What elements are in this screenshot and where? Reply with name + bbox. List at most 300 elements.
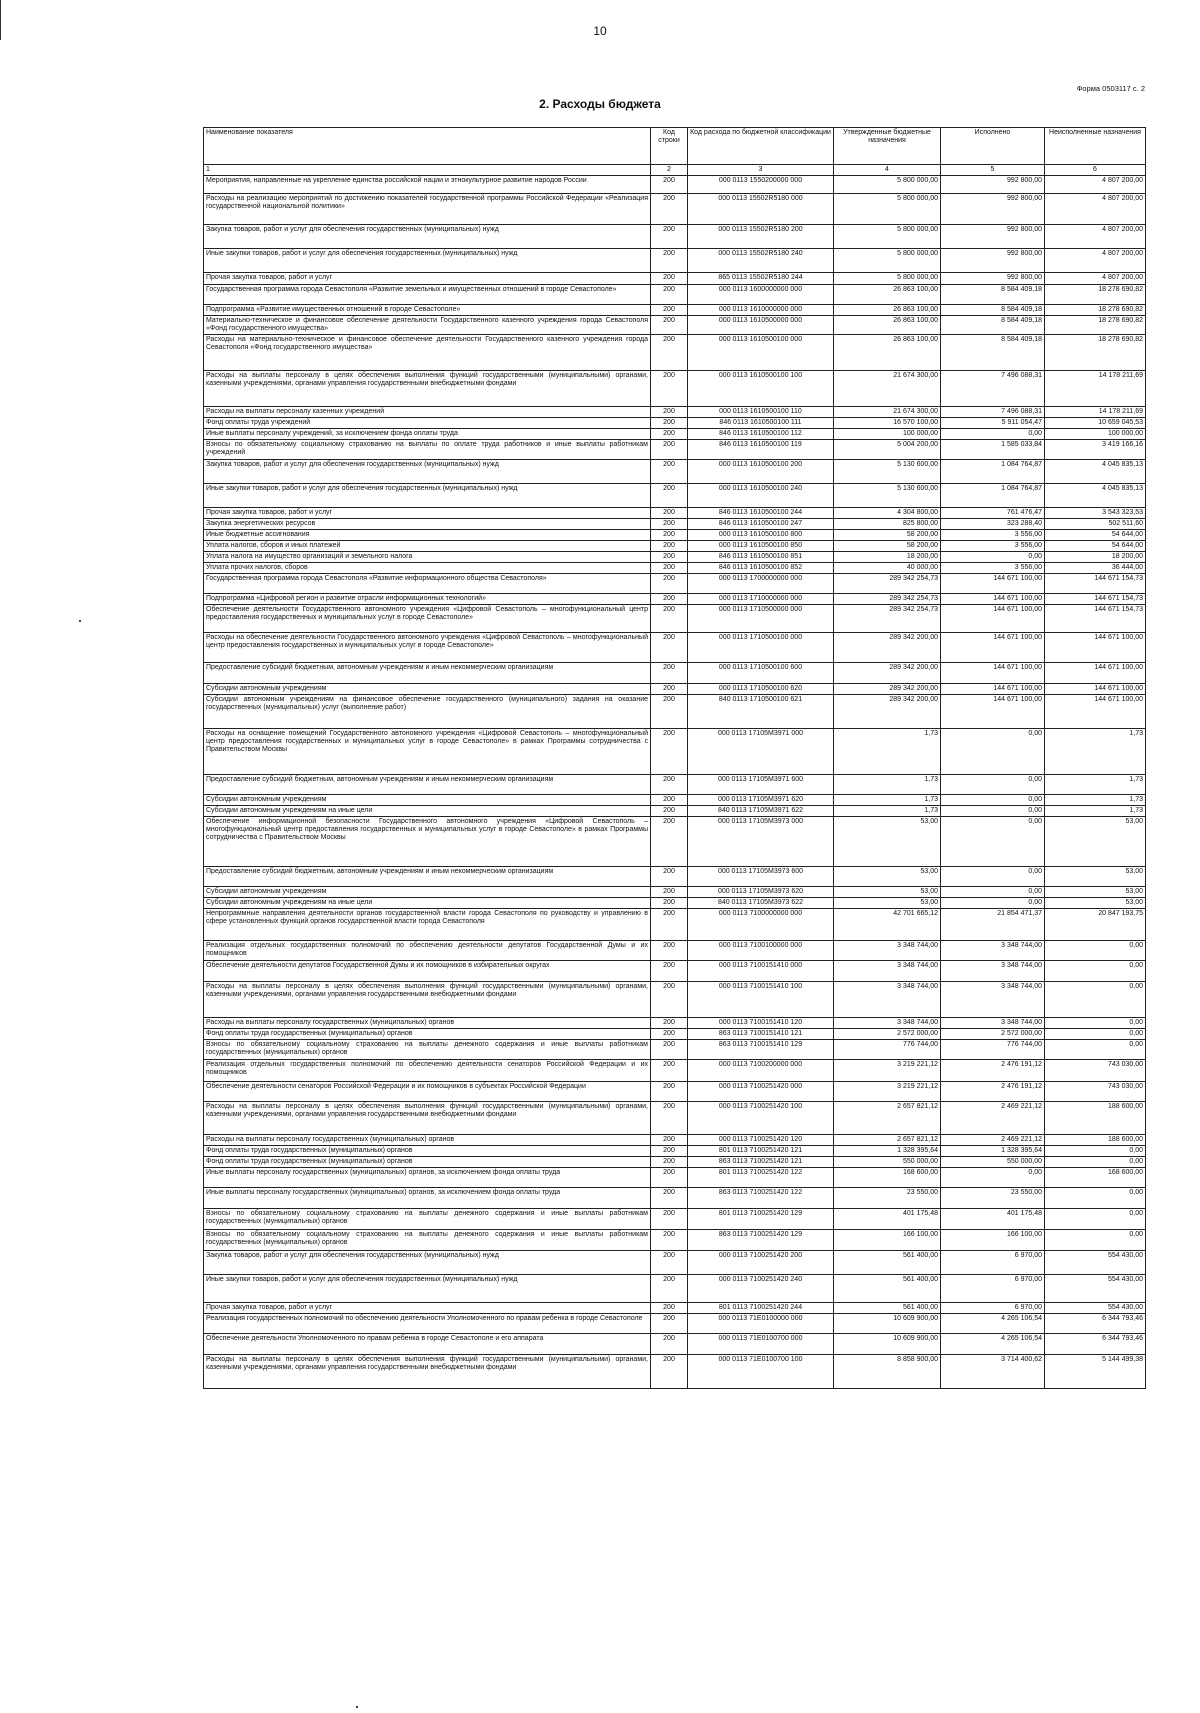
row-code: 200 <box>651 1355 688 1389</box>
header-classification: Код расхода по бюджетной классификации <box>688 128 834 165</box>
row-executed: 3 348 744,00 <box>941 941 1045 961</box>
row-classification: 846 0113 1610500100 112 <box>688 429 834 440</box>
table-row <box>204 552 1146 563</box>
row-unexecuted: 53,00 <box>1045 898 1146 909</box>
row-unexecuted: 144 671 100,00 <box>1045 663 1146 684</box>
row-approved: 1,73 <box>834 806 941 817</box>
row-executed: 144 671 100,00 <box>941 605 1045 633</box>
row-code: 200 <box>651 440 688 460</box>
table-row <box>204 1102 1146 1135</box>
row-approved: 1,73 <box>834 775 941 795</box>
row-unexecuted: 18 278 690,82 <box>1045 305 1146 316</box>
row-code: 200 <box>651 817 688 867</box>
table-row <box>204 1303 1146 1314</box>
row-approved: 289 342 200,00 <box>834 633 941 663</box>
row-approved: 8 858 900,00 <box>834 1355 941 1389</box>
row-unexecuted: 53,00 <box>1045 867 1146 887</box>
row-classification: 863 0113 7100151410 129 <box>688 1040 834 1060</box>
table-row <box>204 249 1146 273</box>
row-approved: 401 175,48 <box>834 1209 941 1230</box>
row-name: Реализация государственных полномочий по обеспечению деятельности Уполномоченного по правам ребенка в городе Севастополе <box>204 1314 651 1334</box>
row-approved: 289 342 254,73 <box>834 574 941 594</box>
row-name: Прочая закупка товаров, работ и услуг <box>204 1303 651 1314</box>
row-classification: 000 0113 1710500100 620 <box>688 684 834 695</box>
row-name: Закупка энергетических ресурсов <box>204 519 651 530</box>
row-name: Взносы по обязательному социальному страхованию на выплаты денежного содержания и иные выплаты работникам государственных (муниципальных) органов <box>204 1040 651 1060</box>
row-code: 200 <box>651 867 688 887</box>
row-executed: 0,00 <box>941 806 1045 817</box>
row-classification: 863 0113 7100251420 129 <box>688 1230 834 1251</box>
table-row <box>204 335 1146 371</box>
row-name: Материально-техническое и финансовое обеспечение деятельности Государственного казенного учреждения города Севастополя «Фонд государственного имущества» <box>204 316 651 335</box>
row-name: Уплата прочих налогов, сборов <box>204 563 651 574</box>
row-classification: 000 0113 7100100000 000 <box>688 941 834 961</box>
row-code: 200 <box>651 484 688 508</box>
row-name: Мероприятия, направленные на укрепление единства российской нации и этнокультурное развитие народов России <box>204 176 651 194</box>
row-approved: 18 200,00 <box>834 552 941 563</box>
row-name: Иные закупки товаров, работ и услуг для обеспечения государственных (муниципальных) нужд <box>204 249 651 273</box>
table-row <box>204 1168 1146 1188</box>
row-executed: 992 800,00 <box>941 273 1045 285</box>
table-row <box>204 909 1146 941</box>
row-name: Субсидии автономным учреждениям на иные цели <box>204 806 651 817</box>
table-row <box>204 1188 1146 1209</box>
row-name: Фонд оплаты труда государственных (муниципальных) органов <box>204 1029 651 1040</box>
row-executed: 2 572 000,00 <box>941 1029 1045 1040</box>
row-name: Предоставление субсидий бюджетным, автономным учреждениям и иным некоммерческим организациям <box>204 775 651 795</box>
column-number: 3 <box>688 165 834 176</box>
row-code: 200 <box>651 1334 688 1355</box>
section-title: 2. Расходы бюджета <box>539 97 661 111</box>
table-row <box>204 1251 1146 1275</box>
row-classification: 000 0113 71Е0100700 000 <box>688 1334 834 1355</box>
row-name: Расходы на обеспечение деятельности Государственного автономного учреждения «Цифровой Севастополь – многофункциональный центр предоставления государственных и муниципальных услуг в городе Севастополе» <box>204 633 651 663</box>
row-code: 200 <box>651 1188 688 1209</box>
row-approved: 289 342 200,00 <box>834 663 941 684</box>
row-code: 200 <box>651 176 688 194</box>
row-classification: 000 0113 17105М3971 600 <box>688 775 834 795</box>
row-classification: 000 0113 1610500100 850 <box>688 541 834 552</box>
row-approved: 166 100,00 <box>834 1230 941 1251</box>
row-name: Расходы на выплаты персоналу в целях обеспечения выполнения функций государственными (муниципальными) органами, казенными учреждениями, органами управления государственными внебюджетными фондами <box>204 982 651 1018</box>
row-code: 200 <box>651 1135 688 1146</box>
column-number: 5 <box>941 165 1045 176</box>
row-code: 200 <box>651 1303 688 1314</box>
row-approved: 561 400,00 <box>834 1303 941 1314</box>
row-unexecuted: 0,00 <box>1045 941 1146 961</box>
row-code: 200 <box>651 194 688 225</box>
row-name: Взносы по обязательному социальному страхованию на выплаты денежного содержания и иные выплаты работникам государственных (муниципальных) органов <box>204 1230 651 1251</box>
row-name: Государственная программа города Севастополя «Развитие земельных и имущественных отношений в городе Севастополе» <box>204 285 651 305</box>
row-executed: 1 084 764,87 <box>941 460 1045 484</box>
row-code: 200 <box>651 552 688 563</box>
column-number: 6 <box>1045 165 1146 176</box>
table-row <box>204 806 1146 817</box>
row-approved: 5 800 000,00 <box>834 273 941 285</box>
row-executed: 6 970,00 <box>941 1251 1045 1275</box>
row-executed: 8 584 409,18 <box>941 305 1045 316</box>
row-executed: 4 265 106,54 <box>941 1334 1045 1355</box>
row-classification: 000 0113 15502R5180 200 <box>688 225 834 249</box>
header-approved: Утвержденные бюджетные назначения <box>834 128 941 165</box>
row-code: 200 <box>651 418 688 429</box>
row-unexecuted: 4 807 200,00 <box>1045 194 1146 225</box>
row-approved: 1,73 <box>834 795 941 806</box>
row-unexecuted: 53,00 <box>1045 817 1146 867</box>
row-code: 200 <box>651 429 688 440</box>
row-executed: 3 348 744,00 <box>941 982 1045 1018</box>
row-code: 200 <box>651 775 688 795</box>
row-unexecuted: 14 178 211,69 <box>1045 407 1146 418</box>
row-code: 200 <box>651 961 688 982</box>
row-code: 200 <box>651 663 688 684</box>
row-executed: 992 800,00 <box>941 194 1045 225</box>
row-executed: 144 671 100,00 <box>941 663 1045 684</box>
row-classification: 840 0113 17105М3971 622 <box>688 806 834 817</box>
row-classification: 000 0113 7100151410 120 <box>688 1018 834 1029</box>
row-code: 200 <box>651 1251 688 1275</box>
row-unexecuted: 54 644,00 <box>1045 530 1146 541</box>
row-executed: 144 671 100,00 <box>941 574 1045 594</box>
table-row <box>204 1355 1146 1389</box>
row-executed: 23 550,00 <box>941 1188 1045 1209</box>
row-unexecuted: 6 344 793,46 <box>1045 1334 1146 1355</box>
row-executed: 8 584 409,18 <box>941 285 1045 305</box>
row-code: 200 <box>651 1102 688 1135</box>
row-name: Расходы на выплаты персоналу казенных учреждений <box>204 407 651 418</box>
row-name: Субсидии автономным учреждениям на финансовое обеспечение государственного (муниципального) задания на оказание государственных (муниципальных) услуг (выполнение работ) <box>204 695 651 729</box>
row-code: 200 <box>651 594 688 605</box>
row-code: 200 <box>651 1275 688 1303</box>
row-unexecuted: 53,00 <box>1045 887 1146 898</box>
row-classification: 000 0113 17105М3973 600 <box>688 867 834 887</box>
row-classification: 000 0113 17105М3973 620 <box>688 887 834 898</box>
row-classification: 000 0113 15502R5180 000 <box>688 194 834 225</box>
row-approved: 5 800 000,00 <box>834 225 941 249</box>
row-approved: 3 219 221,12 <box>834 1082 941 1102</box>
row-classification: 000 0113 1700000000 000 <box>688 574 834 594</box>
row-code: 200 <box>651 305 688 316</box>
table-row <box>204 1146 1146 1157</box>
column-number-row <box>204 165 1146 176</box>
row-unexecuted: 144 671 100,00 <box>1045 695 1146 729</box>
row-name: Иные бюджетные ассигнования <box>204 530 651 541</box>
row-executed: 7 496 088,31 <box>941 407 1045 418</box>
row-name: Расходы на выплаты персоналу государственных (муниципальных) органов <box>204 1018 651 1029</box>
table-row <box>204 1018 1146 1029</box>
page-number: 10 <box>593 24 607 38</box>
row-approved: 776 744,00 <box>834 1040 941 1060</box>
table-row <box>204 176 1146 194</box>
expenses-table <box>203 127 1146 1389</box>
row-unexecuted: 144 671 100,00 <box>1045 633 1146 663</box>
row-code: 200 <box>651 541 688 552</box>
table-row <box>204 1029 1146 1040</box>
row-approved: 825 800,00 <box>834 519 941 530</box>
row-code: 200 <box>651 909 688 941</box>
row-classification: 000 0113 7100151410 000 <box>688 961 834 982</box>
row-unexecuted: 5 144 499,38 <box>1045 1355 1146 1389</box>
row-executed: 144 671 100,00 <box>941 695 1045 729</box>
row-code: 200 <box>651 407 688 418</box>
row-approved: 10 609 900,00 <box>834 1314 941 1334</box>
row-name: Взносы по обязательному социальному страхованию на выплаты по оплате труда работников и иные выплаты работникам учреждений <box>204 440 651 460</box>
table-row <box>204 563 1146 574</box>
row-code: 200 <box>651 1040 688 1060</box>
table-row <box>204 519 1146 530</box>
row-executed: 992 800,00 <box>941 225 1045 249</box>
row-executed: 0,00 <box>941 729 1045 775</box>
row-classification: 000 0113 15502R5180 240 <box>688 249 834 273</box>
row-classification: 000 0113 7100251420 200 <box>688 1251 834 1275</box>
row-unexecuted: 0,00 <box>1045 961 1146 982</box>
row-classification: 846 0113 1610500100 247 <box>688 519 834 530</box>
row-executed: 144 671 100,00 <box>941 684 1045 695</box>
row-approved: 21 674 300,00 <box>834 407 941 418</box>
row-code: 200 <box>651 249 688 273</box>
row-name: Предоставление субсидий бюджетным, автономным учреждениям и иным некоммерческим организациям <box>204 867 651 887</box>
row-name: Субсидии автономным учреждениям <box>204 684 651 695</box>
row-approved: 58 200,00 <box>834 541 941 552</box>
form-label: Форма 0503117 с. 2 <box>1076 84 1145 93</box>
row-name: Обеспечение деятельности депутатов Государственной Думы и их помощников в избирательных округах <box>204 961 651 982</box>
row-executed: 0,00 <box>941 795 1045 806</box>
row-approved: 289 342 200,00 <box>834 695 941 729</box>
row-unexecuted: 1,73 <box>1045 729 1146 775</box>
row-unexecuted: 1,73 <box>1045 806 1146 817</box>
table-row <box>204 316 1146 335</box>
row-approved: 5 800 000,00 <box>834 249 941 273</box>
row-name: Расходы на выплаты персоналу в целях обеспечения выполнения функций государственными (муниципальными) органами, казенными учреждениями, органами управления государственными внебюджетными фондами <box>204 1102 651 1135</box>
row-executed: 0,00 <box>941 887 1045 898</box>
row-code: 200 <box>651 795 688 806</box>
row-approved: 2 657 821,12 <box>834 1102 941 1135</box>
table-row <box>204 1275 1146 1303</box>
row-unexecuted: 144 671 154,73 <box>1045 594 1146 605</box>
row-executed: 992 800,00 <box>941 249 1045 273</box>
row-name: Подпрограмма «Цифровой регион и развитие отрасли информационных технологий» <box>204 594 651 605</box>
row-executed: 144 671 100,00 <box>941 594 1045 605</box>
row-executed: 3 348 744,00 <box>941 1018 1045 1029</box>
table-row <box>204 1135 1146 1146</box>
row-code: 200 <box>651 1209 688 1230</box>
row-code: 200 <box>651 1168 688 1188</box>
row-executed: 776 744,00 <box>941 1040 1045 1060</box>
row-unexecuted: 1,73 <box>1045 795 1146 806</box>
row-executed: 7 496 088,31 <box>941 371 1045 407</box>
row-classification: 000 0113 17105М3973 000 <box>688 817 834 867</box>
row-name: Обеспечение деятельности Государственного автономного учреждения «Цифровой Севастополь – многофункциональный центр предоставления государственных и муниципальных услуг в городе Севастополе» <box>204 605 651 633</box>
row-classification: 846 0113 1610500100 119 <box>688 440 834 460</box>
table-row <box>204 898 1146 909</box>
table-row <box>204 1040 1146 1060</box>
row-executed: 0,00 <box>941 429 1045 440</box>
row-unexecuted: 1,73 <box>1045 775 1146 795</box>
row-name: Иные закупки товаров, работ и услуг для обеспечения государственных (муниципальных) нужд <box>204 1275 651 1303</box>
row-name: Расходы на выплаты персоналу в целях обеспечения выполнения функций государственными (муниципальными) органами, казенными учреждениями, органами управления государственными внебюджетными фондами <box>204 371 651 407</box>
row-unexecuted: 10 659 045,53 <box>1045 418 1146 429</box>
row-code: 200 <box>651 1146 688 1157</box>
row-unexecuted: 0,00 <box>1045 1029 1146 1040</box>
row-classification: 000 0113 7100200000 000 <box>688 1060 834 1082</box>
table-row <box>204 1230 1146 1251</box>
row-approved: 4 304 800,00 <box>834 508 941 519</box>
row-executed: 166 100,00 <box>941 1230 1045 1251</box>
row-code: 200 <box>651 1029 688 1040</box>
row-executed: 0,00 <box>941 775 1045 795</box>
scan-speck <box>79 620 81 622</box>
row-classification: 000 0113 17105М3971 620 <box>688 795 834 806</box>
row-name: Иные выплаты персоналу государственных (муниципальных) органов, за исключением фонда оплаты труда <box>204 1168 651 1188</box>
table-row <box>204 867 1146 887</box>
row-classification: 000 0113 17105М3971 000 <box>688 729 834 775</box>
row-name: Закупка товаров, работ и услуг для обеспечения государственных (муниципальных) нужд <box>204 225 651 249</box>
table-row <box>204 982 1146 1018</box>
header-unexecuted: Неисполненные назначения <box>1045 128 1146 165</box>
row-approved: 3 348 744,00 <box>834 1018 941 1029</box>
row-approved: 16 570 100,00 <box>834 418 941 429</box>
row-name: Субсидии автономным учреждениям <box>204 887 651 898</box>
table-row <box>204 1157 1146 1168</box>
row-code: 200 <box>651 1157 688 1168</box>
table-row <box>204 508 1146 519</box>
row-classification: 000 0113 1610000000 000 <box>688 305 834 316</box>
row-approved: 3 348 744,00 <box>834 982 941 1018</box>
row-approved: 40 000,00 <box>834 563 941 574</box>
row-approved: 26 863 100,00 <box>834 316 941 335</box>
table-row <box>204 594 1146 605</box>
row-executed: 3 348 744,00 <box>941 961 1045 982</box>
row-name: Иные закупки товаров, работ и услуг для обеспечения государственных (муниципальных) нужд <box>204 484 651 508</box>
row-classification: 000 0113 1550200000 000 <box>688 176 834 194</box>
row-name: Закупка товаров, работ и услуг для обеспечения государственных (муниципальных) нужд <box>204 1251 651 1275</box>
row-code: 200 <box>651 574 688 594</box>
row-classification: 840 0113 17105М3973 622 <box>688 898 834 909</box>
row-classification: 000 0113 7100000000 000 <box>688 909 834 941</box>
row-code: 200 <box>651 335 688 371</box>
row-classification: 863 0113 7100251420 121 <box>688 1157 834 1168</box>
row-name: Государственная программа города Севастополя «Развитие информационного общества Севастополя» <box>204 574 651 594</box>
row-classification: 000 0113 7100251420 100 <box>688 1102 834 1135</box>
table-row <box>204 574 1146 594</box>
row-approved: 2 572 000,00 <box>834 1029 941 1040</box>
row-classification: 000 0113 7100251420 240 <box>688 1275 834 1303</box>
row-unexecuted: 0,00 <box>1045 1018 1146 1029</box>
table-row <box>204 440 1146 460</box>
row-name: Субсидии автономным учреждениям на иные цели <box>204 898 651 909</box>
row-unexecuted: 36 444,00 <box>1045 563 1146 574</box>
row-executed: 1 585 033,84 <box>941 440 1045 460</box>
row-approved: 53,00 <box>834 817 941 867</box>
table-row <box>204 817 1146 867</box>
table-row <box>204 305 1146 316</box>
row-executed: 2 476 191,12 <box>941 1060 1045 1082</box>
row-unexecuted: 3 419 166,16 <box>1045 440 1146 460</box>
table-row <box>204 273 1146 285</box>
row-approved: 168 600,00 <box>834 1168 941 1188</box>
row-unexecuted: 0,00 <box>1045 1188 1146 1209</box>
table-row <box>204 1209 1146 1230</box>
row-classification: 000 0113 7100151410 100 <box>688 982 834 1018</box>
row-name: Прочая закупка товаров, работ и услуг <box>204 273 651 285</box>
row-code: 200 <box>651 1230 688 1251</box>
row-unexecuted: 3 543 323,53 <box>1045 508 1146 519</box>
table-row <box>204 729 1146 775</box>
row-executed: 3 714 400,62 <box>941 1355 1045 1389</box>
row-unexecuted: 4 045 835,13 <box>1045 484 1146 508</box>
row-executed: 992 800,00 <box>941 176 1045 194</box>
table-row <box>204 541 1146 552</box>
table-row <box>204 460 1146 484</box>
row-code: 200 <box>651 273 688 285</box>
row-code: 200 <box>651 729 688 775</box>
row-approved: 550 000,00 <box>834 1157 941 1168</box>
row-classification: 846 0113 1610500100 851 <box>688 552 834 563</box>
table-row <box>204 633 1146 663</box>
row-name: Субсидии автономным учреждениям <box>204 795 651 806</box>
row-approved: 53,00 <box>834 887 941 898</box>
header-name: Наименование показателя <box>204 128 651 165</box>
table-row <box>204 371 1146 407</box>
row-executed: 2 476 191,12 <box>941 1082 1045 1102</box>
row-unexecuted: 18 278 690,82 <box>1045 316 1146 335</box>
row-classification: 863 0113 7100251420 122 <box>688 1188 834 1209</box>
row-code: 200 <box>651 982 688 1018</box>
row-classification: 801 0113 7100251420 121 <box>688 1146 834 1157</box>
row-name: Фонд оплаты труда государственных (муниципальных) органов <box>204 1157 651 1168</box>
row-classification: 865 0113 15502R5180 244 <box>688 273 834 285</box>
row-code: 200 <box>651 633 688 663</box>
row-approved: 5 130 600,00 <box>834 460 941 484</box>
row-approved: 26 863 100,00 <box>834 305 941 316</box>
row-unexecuted: 0,00 <box>1045 982 1146 1018</box>
row-unexecuted: 4 807 200,00 <box>1045 273 1146 285</box>
row-name: Уплата налога на имущество организаций и земельного налога <box>204 552 651 563</box>
row-approved: 26 863 100,00 <box>834 285 941 305</box>
row-approved: 1,73 <box>834 729 941 775</box>
row-approved: 3 348 744,00 <box>834 961 941 982</box>
row-unexecuted: 18 278 690,82 <box>1045 285 1146 305</box>
row-unexecuted: 144 671 154,73 <box>1045 574 1146 594</box>
row-name: Обеспечение деятельности Уполномоченного по правам ребенка в городе Севастополе и его аппарата <box>204 1334 651 1355</box>
table-row <box>204 663 1146 684</box>
row-executed: 21 854 471,37 <box>941 909 1045 941</box>
table-row <box>204 887 1146 898</box>
table-row <box>204 775 1146 795</box>
table-row <box>204 605 1146 633</box>
row-approved: 5 004 200,00 <box>834 440 941 460</box>
row-unexecuted: 554 430,00 <box>1045 1303 1146 1314</box>
row-executed: 1 328 395,64 <box>941 1146 1045 1157</box>
row-code: 200 <box>651 887 688 898</box>
row-executed: 6 970,00 <box>941 1275 1045 1303</box>
row-approved: 5 130 600,00 <box>834 484 941 508</box>
row-classification: 801 0113 7100251420 122 <box>688 1168 834 1188</box>
row-unexecuted: 4 807 200,00 <box>1045 176 1146 194</box>
table-row <box>204 530 1146 541</box>
row-unexecuted: 14 178 211,69 <box>1045 371 1146 407</box>
row-code: 200 <box>651 530 688 541</box>
row-name: Расходы на реализацию мероприятий по достижению показателей государственной программы Российской Федерации «Реализация государственной национальной политики» <box>204 194 651 225</box>
row-name: Подпрограмма «Развитие имущественных отношений в городе Севастополе» <box>204 305 651 316</box>
row-approved: 23 550,00 <box>834 1188 941 1209</box>
row-name: Расходы на оснащение помещений Государственного автономного учреждения «Цифровой Севастополь – многофункциональный центр предоставления государственных и муниципальных услуг в городе Севастополе» в рамках Программы сотрудничества с Правительством Москвы <box>204 729 651 775</box>
row-approved: 2 657 821,12 <box>834 1135 941 1146</box>
row-code: 200 <box>651 371 688 407</box>
row-code: 200 <box>651 519 688 530</box>
scan-speck <box>356 1706 358 1708</box>
row-code: 200 <box>651 316 688 335</box>
